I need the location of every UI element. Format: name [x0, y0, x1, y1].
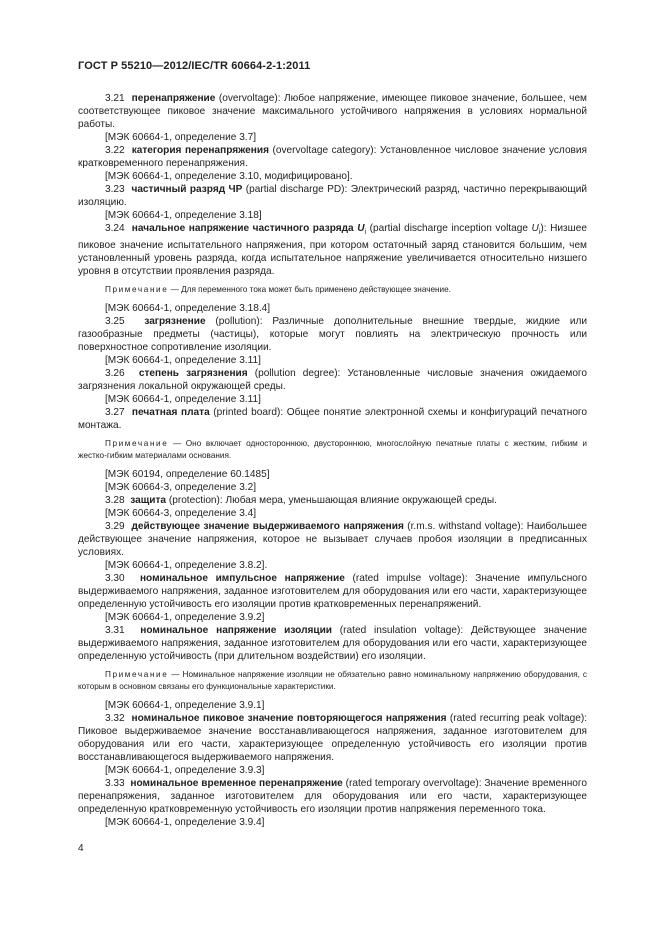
term: номинальное напряжение изоляции: [140, 625, 332, 637]
definition-3-25: [78, 315, 587, 354]
clause-number: 3.21: [105, 93, 125, 104]
term: защита: [130, 495, 167, 507]
definition-3-24: [78, 222, 587, 278]
reference: [МЭК 60664-3, определение 3.2]: [105, 482, 257, 494]
clause-number: 3.30: [105, 573, 125, 585]
definition-3-33: [78, 777, 587, 816]
definition-3-32: [78, 712, 587, 764]
definition-text: (rated recurring peak voltage): Пиковое выдерживаемое значение восстанавливающегося напряжения, заданное изготовителем для оборудования или его части, характеризующее определенную устойчивость его изоляции против восстанавливающегося выдерживаемого напряжения.: [78, 713, 587, 764]
definition-3-31: [78, 624, 587, 663]
reference: [МЭК 60664-1, определение 3.9.2]: [105, 612, 265, 624]
document-body: [78, 92, 587, 829]
definition-3-22: [78, 144, 587, 170]
reference: [МЭК 60664-1, определение 3.11]: [105, 355, 261, 367]
reference: [МЭК 60664-1, определение 3.18]: [105, 210, 262, 221]
definition-3-29: [78, 520, 587, 559]
term: номинальное импульсное напряжение: [139, 573, 345, 585]
term: действующее значение выдерживаемого напряжения: [131, 521, 404, 533]
definition-text: (pollution): Различные дополнительные внешние твердые, жидкие или газообразные предметы (частицы), которые могут повлиять на электрическую прочность или поверхностное сопротивление изоляции.: [78, 316, 587, 354]
term: категория перенапряжения: [131, 145, 269, 156]
clause-number: 3.25: [105, 316, 125, 328]
term: начальное напряжение частичного разряда: [131, 223, 358, 234]
definition-text: ): Низшее пиковое значение испытательного напряжения, при котором остаточный заряд становится большим, чем установленный уровень разряда, когда испытательное напряжение увеличивается относительно низшего уровня в отсутствии проявления разряда.: [78, 223, 588, 278]
reference: [МЭК 60664-1, определение 3.7]: [105, 132, 257, 143]
note-text: — Номинальное напряжение изоляции не обязательно равно номинальному напряжению оборудования, с которым в основном связаны его функциональные характеристики.: [78, 670, 587, 692]
clause-number: 3.31: [105, 625, 125, 637]
definition-text: (printed board): Общее понятие электронной схемы и конфигураций печатного монтажа.: [78, 407, 588, 432]
reference: [МЭК 60664-3, определение 3.4]: [105, 508, 257, 520]
definition-text: (rated temporary overvoltage): Значение временного перенапряжения, заданное изготовителем для оборудования или его части, характеризующее определенную кратковременную устойчивость его изоляции против напряжения переменного тока.: [78, 778, 587, 816]
clause-number: 3.33: [105, 778, 125, 790]
definition-text: (r.m.s. withstand voltage): Наибольшее действующее значение напряжения, которое не вызывает случаев пробоя изоляции в предписанных условиях.: [78, 521, 587, 559]
reference: [МЭК 60664-1, определение 3.11]: [105, 394, 261, 406]
term: перенапряжение: [131, 93, 216, 104]
symbol: U: [531, 223, 539, 234]
note-label: Примечание: [105, 285, 169, 295]
reference: [МЭК 60194, определение 60.1485]: [105, 469, 270, 481]
definition-text: (rated insulation voltage): Действующее значение выдерживаемого напряжения, заданное изготовителем для оборудования или его части, характеризующее определенную устойчивость (при длительном воздействии) его изоляции.: [78, 625, 588, 663]
reference: [МЭК 60664-1, определение 3.18.4]: [105, 303, 271, 315]
clause-number: 3.24: [105, 223, 125, 234]
term: печатная плата: [131, 407, 210, 419]
symbol-subscript: i: [364, 229, 367, 237]
definition-3-28: [78, 494, 587, 507]
clause-number: 3.32: [105, 713, 125, 725]
clause-number: 3.29: [105, 521, 125, 533]
clause-number: 3.28: [105, 495, 125, 507]
note-text: — Для переменного тока может быть применено действующее значение.: [168, 285, 451, 295]
definition-text: (overvoltage): Любое напряжение, имеющее пиковое значение, большее, чем соответствующее пиковое значение максимального устойчивого напряжения в условиях нормальной работы.: [78, 93, 587, 130]
reference: [МЭК 60664-1, определение 3.9.3]: [105, 765, 265, 777]
term: загрязнение: [144, 316, 206, 328]
clause-number: 3.26: [105, 368, 125, 380]
note-text: — Оно включает одностороннюю, двустороннюю, многослойную печатные платы с жестким, гибким и жестко-гибким материалами основания.: [78, 439, 587, 461]
definition-text: (pollution degree): Установленные числовые значения ожидаемого загрязнения локальной окружающей среды.: [78, 368, 588, 393]
definition-text: (partial discharge inception voltage: [366, 223, 532, 234]
symbol-subscript: i: [538, 229, 541, 237]
note: [78, 669, 587, 693]
note: [78, 284, 587, 296]
definition-text: (rated impulse voltage): Значение импульсного выдерживаемого напряжения, заданное изготовителем для оборудования или его части, характеризующее определенную устойчивость его изоляции против кратковременных перенапряжений.: [78, 573, 587, 611]
document-header: ГОСТ Р 55210—2012/IEC/TR 60664-2-1:2011: [78, 60, 311, 72]
term: частичный разряд ЧР: [131, 184, 243, 195]
definition-3-30: [78, 572, 587, 611]
reference: [МЭК 60664-1, определение 3.8.2].: [105, 560, 268, 572]
symbol: U: [357, 223, 365, 234]
definition-3-21: [78, 92, 587, 131]
clause-number: 3.23: [105, 184, 125, 195]
definition-text: (protection): Любая мера, уменьшающая влияние окружающей среды.: [166, 495, 497, 507]
definition-3-23: [78, 183, 587, 209]
clause-number: 3.22: [105, 145, 125, 156]
page-number: 4: [78, 843, 84, 854]
reference: [МЭК 60664-1, определение 3.10, модифицировано].: [105, 171, 353, 182]
note: [78, 438, 587, 462]
definition-text: (overvoltage category): Установленное числовое значение условия кратковременного перенапряжения.: [78, 145, 588, 169]
term: номинальное пиковое значение повторяющегося напряжения: [131, 713, 447, 725]
reference: [МЭК 60664-1, определение 3.9.4]: [105, 817, 265, 829]
clause-number: 3.27: [105, 407, 125, 419]
definition-3-26: [78, 367, 587, 393]
term: степень загрязнения: [138, 368, 248, 380]
reference: [МЭК 60664-1, определение 3.9.1]: [105, 700, 265, 712]
definition-3-27: [78, 406, 587, 432]
term: номинальное временное перенапряжение: [130, 778, 343, 790]
definition-text: (partial discharge PD): Электрический разряд, частично перекрывающий изоляцию.: [78, 184, 588, 208]
note-label: Примечание: [105, 670, 169, 680]
note-label: Примечание: [105, 439, 169, 449]
